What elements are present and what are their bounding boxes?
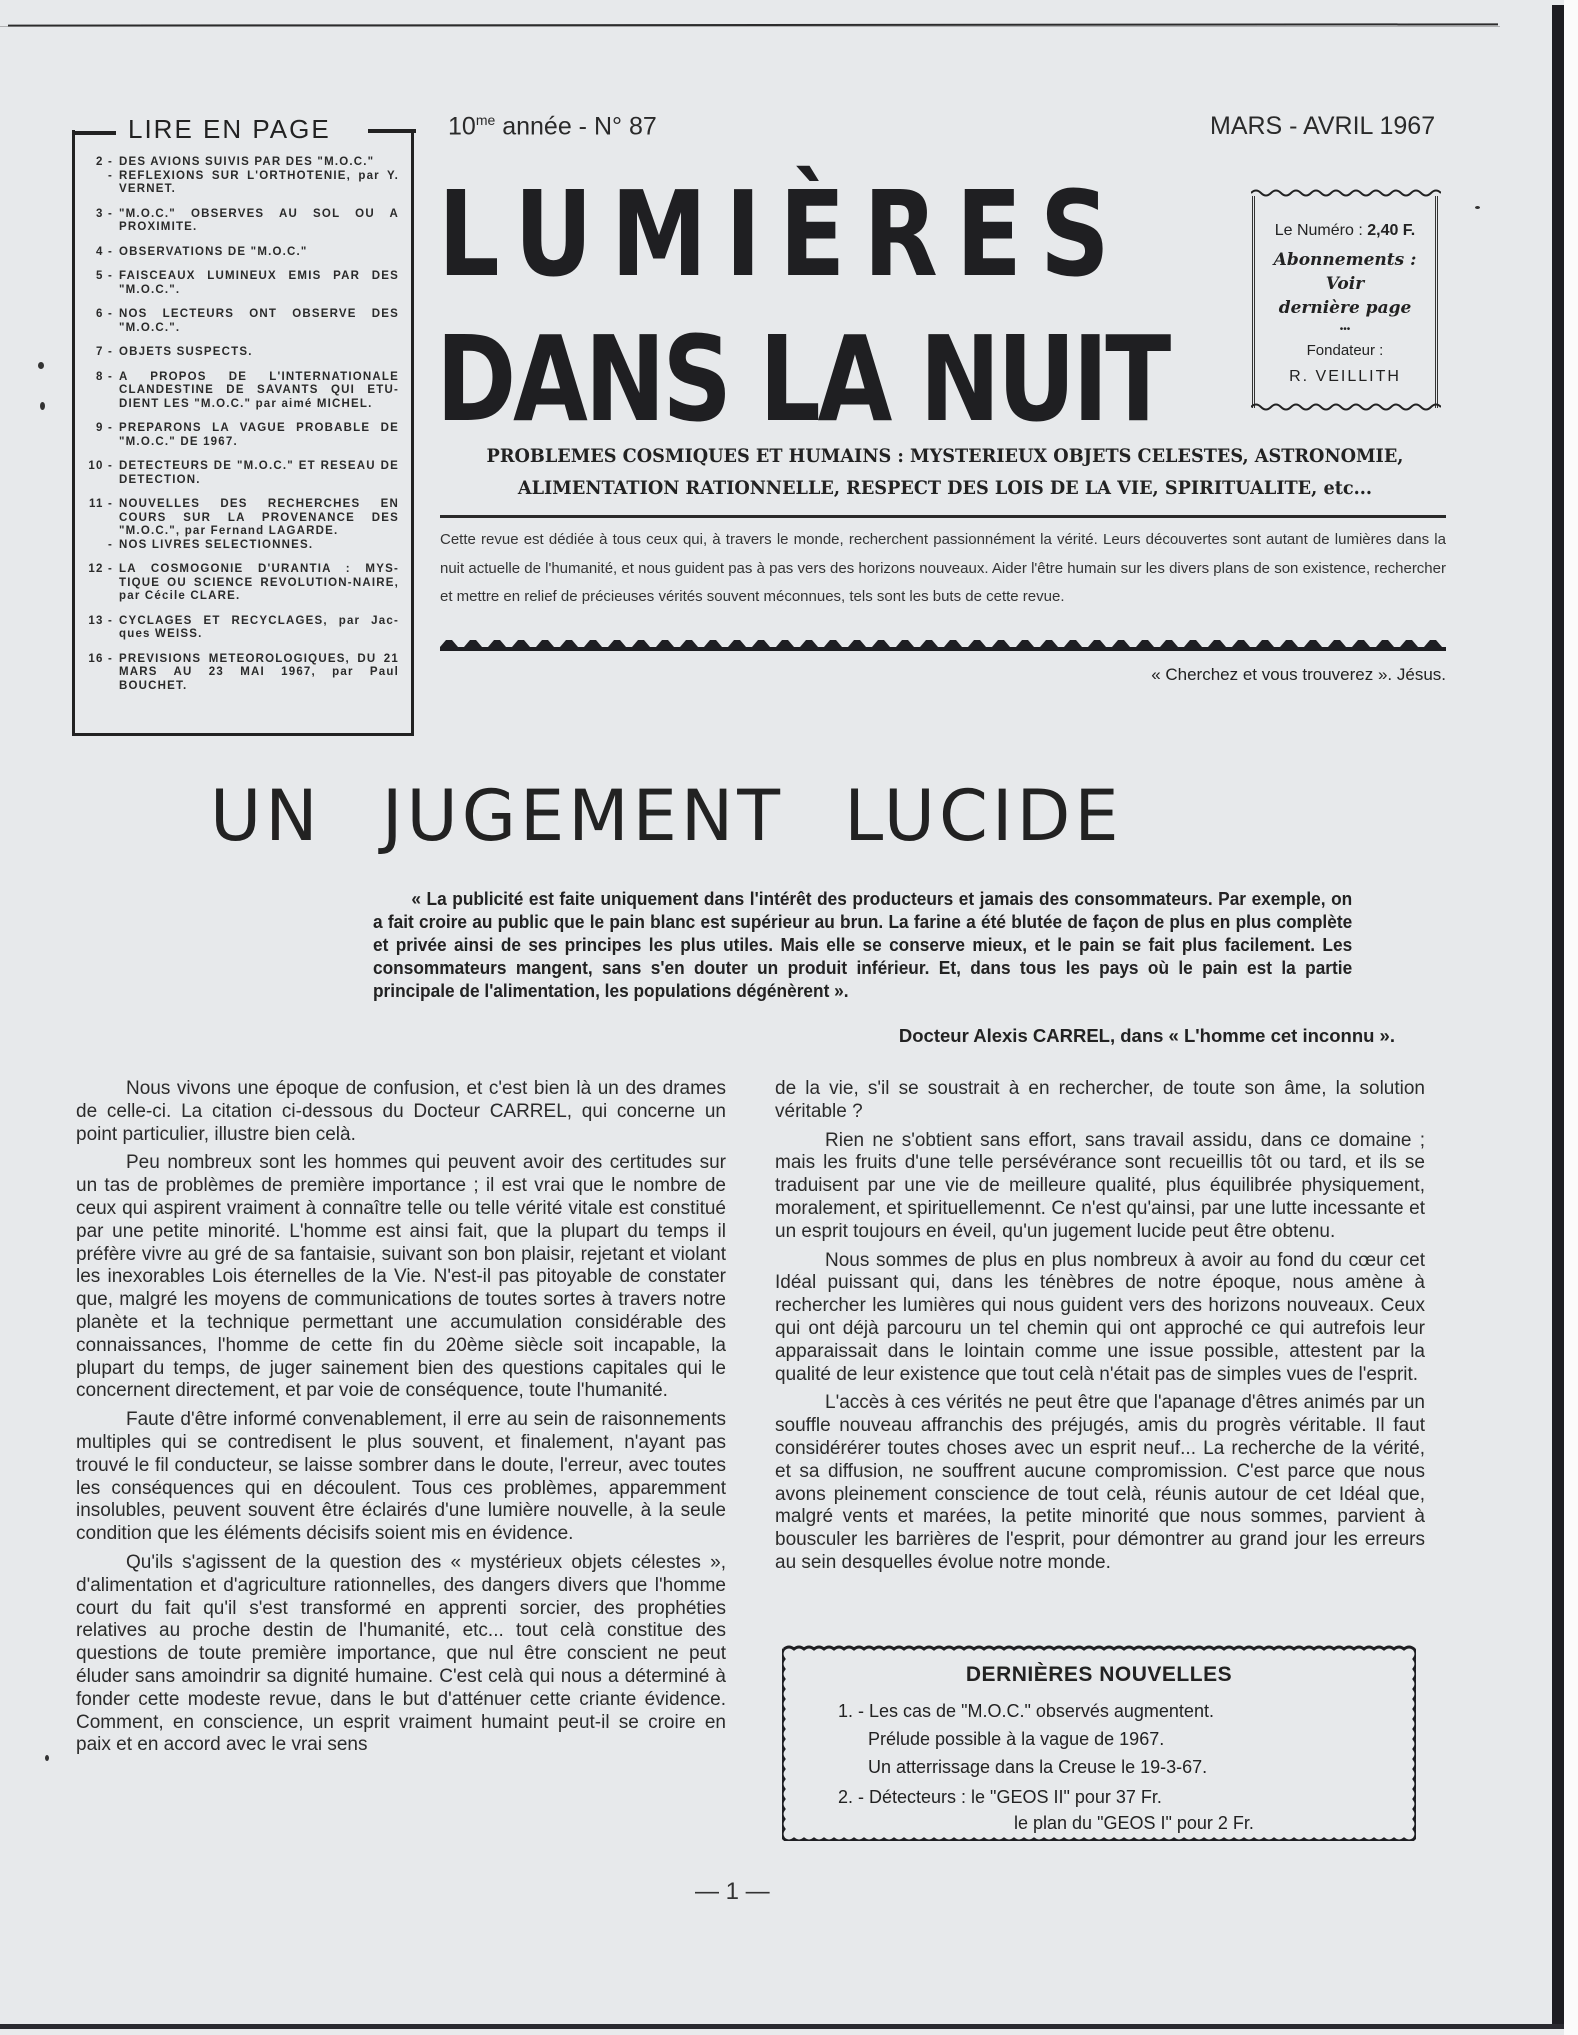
price-label: Le Numéro : <box>1274 222 1368 239</box>
article-paragraph: Rien ne s'obtient sans effort, sans travail assidu, dans ce domaine ; mais les fruits d'une telle persévérance sont recueillis tôt ou tard, et ils se traduisent par une vie de meilleure qualité, plus équilibrée physiquement, moralement, et spirituellemennt. Ce n'est qu'ainsi, par une lutte incessante et un esprit toujours en éveil, qu'un jugement lucide peut être obtenu. <box>775 1129 1425 1242</box>
toc-entry-text: FAISCEAUX LUMINEUX EMIS PAR DES "M.O.C.". <box>119 270 399 296</box>
toc-list <box>87 156 399 704</box>
scan-speck <box>38 362 44 369</box>
toc-entry-text: A PROPOS DE L'INTERNATIONALE CLANDESTINE DE SAVANTS QUI ETU-DIENT LES "M.O.C." par aimé MICHEL. <box>119 370 399 410</box>
toc-item <box>87 653 399 694</box>
masthead-subtitle <box>475 440 1414 504</box>
toc-entry-text: LA COSMOGONIE D'URANTIA : MYS-TIQUE OU SCIENCE REVOLUTION-NAIRE, par Cécile CLARE. <box>119 563 399 602</box>
article-paragraph: L'accès à ces vérités ne peut être que l'apanage d'êtres animés par un souffle nouveau affranchis des préjugés, amis du progrès véritable. Il faut considérérer toutes choses avec un esprit neuf... La recherche de la vérité, et sa diffusion, ne souffrent aucune compromission. C'est parce que nous avons pleinement conscience de tout celà, réunis autour de cet Idéal que, malgré vents et marées, la petite minorité que nous sommes, parvient à bousculer les barrières de l'esprit, pour démontrer au grand jour les erreurs au sein desquelles évolue notre monde. <box>775 1392 1425 1573</box>
article-column-right <box>775 1078 1425 1581</box>
toc-item <box>87 270 399 297</box>
wave-border-top <box>1251 188 1441 198</box>
toc-entry-text: REFLEXIONS SUR L'ORTHOTENIE, par Y. VERNET. <box>119 169 399 195</box>
subscriptions-last-page: dernière page <box>1278 298 1412 318</box>
epigraph: « Cherchez et vous trouverez ». Jésus. <box>1151 665 1446 684</box>
article-paragraph: Nous vivons une époque de confusion, et c'est bien là un des drames de celle-ci. La citation ci-dessous du Docteur CARREL, qui concerne un point particulier, illustre bien celà. <box>76 1078 726 1145</box>
article-paragraph: Peu nombreux sont les hommes qui peuvent avoir des certitudes sur un tas de problèmes de première importance ; il est vrai que le nombre de ceux qui aspirent vraiment à connaître telle ou telle vérité vitale est constitué par une petite minorité. L'homme est ainsi fait, que la plupart du temps il préfère vivre au gré de sa fantaisie, suivant son bon plaisir, rejetant et violant les inexorables Lois éternelles de la Vie. N'est-il pas pitoyable de constater que, malgré les moyens de communications de toutes sortes à travers notre planète et la technique permettant une accumulation considérable des connaissances, l'homme de cette fin du 20ème siècle soit incapable, la plupart du temps, de juger sainement bien des questions capitales qui le concernent directement, et par voie de conséquence, toute l'humanité. <box>76 1152 726 1402</box>
issue-number <box>448 112 657 141</box>
toc-item <box>87 346 399 360</box>
toc-entry-text: "M.O.C." OBSERVES AU SOL OU A PROXIMITE. <box>119 207 399 233</box>
article-quote: « La publicité est faite uniquement dans l'intérêt des producteurs et jamais des consommateurs. Par exemple, on a fait croire au public que le pain blanc est supérieur au brun. La farine a été blutée de façon de plus en plus complète et privée ainsi de ses principes les plus utiles. Mais elle se conserve mieux, et le pain se fait plus facilement. Les consommateurs mangent, sans s'en douter un produit inférieur. Et, dans tous les pays où le pain est la partie principale de l'alimentation, les populations dégénèrent ». <box>373 889 1353 1001</box>
toc-page-number: 10 - <box>88 460 113 472</box>
issue-label: année - N° 87 <box>495 112 657 141</box>
toc-entry-text: NOUVELLES DES RECHERCHES EN COURS SUR LA PROVENANCE DES "M.O.C.", par Fernand LAGARDE. <box>119 498 399 537</box>
price-value: 2,40 F. <box>1367 222 1416 239</box>
toc-page-number: - <box>107 538 113 551</box>
news-item-1-detail-2: Un atterrissage dans la Creuse le 19-3-67. <box>868 1757 1208 1777</box>
founder-label: Fondateur : <box>1306 342 1384 359</box>
toc-page-number: 16 - <box>88 652 113 665</box>
scan-speck <box>45 1755 49 1761</box>
toc-item <box>87 371 399 412</box>
toc-item <box>87 246 399 260</box>
toc-item <box>87 615 399 642</box>
toc-page-number: 7 - <box>95 346 113 358</box>
top-rule-shadow <box>0 26 1500 27</box>
toc-page-number: 4 - <box>95 245 113 258</box>
toc-page-number: 6 - <box>95 308 113 320</box>
toc-page-number: 12 - <box>88 563 113 575</box>
table-of-contents <box>72 130 414 736</box>
news-item-2-detail: le plan du "GEOS I" pour 2 Fr. <box>1014 1813 1254 1833</box>
issue-year-number: 10 <box>448 112 476 141</box>
subtitle-line1: PROBLEMES COSMIQUES ET HUMAINS : MYSTERIEUX OBJETS CELESTES, ASTRONOMIE, <box>486 445 1404 467</box>
subscriptions-label: Abonnements : <box>1273 250 1417 270</box>
wave-border-bottom <box>1251 402 1441 412</box>
article-paragraph: Nous sommes de plus en plus nombreux à avoir au fond du cœur cet Idéal puissant qui, dans les ténèbres de notre époque, nous amène à rechercher les lumières qui nous guident vers des horizons nouveaux. Ceux qui ont déjà parcouru un tel chemin qui ont approché ce qui autrefois leur apparaissait dans le lointain comme une issue possible, attestent par la qualité de leur existence que tout celà n'était pas de simples vues de l'esprit. <box>775 1249 1425 1385</box>
price-box <box>1252 196 1438 408</box>
toc-page-number: - <box>107 169 113 182</box>
toc-item <box>87 539 399 553</box>
toc-page-number: 9 - <box>95 422 113 434</box>
news-item-1-detail-1: Prélude possible à la vague de 1967. <box>868 1729 1165 1749</box>
toc-item <box>87 156 399 170</box>
toc-item <box>87 422 399 449</box>
toc-item <box>87 308 399 335</box>
toc-entry-text: PREVISIONS METEOROLOGIQUES, DU 21 MARS AU 23 MAI 1967, par Paul BOUCHET. <box>119 652 399 692</box>
scan-speck <box>40 402 45 410</box>
toc-item <box>87 170 399 197</box>
toc-page-number: 2 - <box>95 156 113 168</box>
subscriptions-see: Voir <box>1325 274 1365 294</box>
subtitle-line2: ALIMENTATION RATIONNELLE, RESPECT DES LOIS DE LA VIE, SPIRITUALITE, etc... <box>517 477 1373 499</box>
mission-rule <box>440 515 1446 518</box>
article-paragraph: Qu'ils s'agissent de la question des « mystérieux objets célestes », d'alimentation et d'agriculture rationnelles, des dangers divers que l'homme court du fait qu'il s'est transformé en apprenti sorcier, des prophéties relatives au proche destin de l'humanité, etc... tout celà constitue des questions de toute première importance, que nul être conscient ne peut éluder sans amoindrir sa dignité humaine. C'est celà qui nous a déterminé à fonder cette modeste revue, dans le but d'atténuer cette criante évidence. Comment, en conscience, un esprit vraiment humaint peut-il se croire en paix et en accord avec le vrai sens <box>76 1551 726 1756</box>
masthead-title-line2: DANS LA NUIT <box>436 310 1168 448</box>
scan-edge-shadow <box>1552 5 1564 2025</box>
price-box-separator: ••• <box>1339 324 1351 335</box>
toc-entry-text: PREPARONS LA VAGUE PROBABLE DE "M.O.C." DE 1967. <box>119 422 399 448</box>
latest-news-box <box>782 1645 1416 1841</box>
toc-page-number: 5 - <box>95 270 113 282</box>
toc-page-number: 13 - <box>88 614 113 627</box>
article-paragraph: Faute d'être informé convenablement, il erre au sein de raisonnements multiples qui se contredisent le plus souvent, et finalement, n'ayant pas trouvé le fil conducteur, se laisse sombrer dans le doute, l'erreur, avec toutes les conséquences qui en découlent. Tous ces problèmes, apparemment insolubles, peuvent souvent être éclairés d'une lumière nouvelle, à la seule condition que les éléments décisifs soient mis en évidence. <box>76 1409 726 1545</box>
toc-entry-text: NOS LECTEURS ONT OBSERVE DES "M.O.C.". <box>119 308 399 334</box>
founder-name: R. VEILLITH <box>1289 368 1401 385</box>
toc-item <box>87 460 399 487</box>
toc-page-number: 11 - <box>89 498 113 510</box>
scan-margin <box>1564 0 1578 2035</box>
toc-entry-text: DES AVIONS SUIVIS PAR DES "M.O.C." <box>119 156 375 168</box>
toc-entry-text: CYCLAGES ET RECYCLAGES, par Jac-ques WEISS. <box>119 614 399 640</box>
scan-speck <box>1475 206 1480 209</box>
toc-page-number: 8 - <box>95 370 113 383</box>
mission-statement: Cette revue est dédiée à tous ceux qui, à travers le monde, recherchent passionnément la vérité. Leurs découvertes sont autant de lumières dans la nuit actuelle de l'humanité, et nous guident pas à pas vers des horizons nouveaux. Aider l'être humain sur les divers plans de son existence, rechercher et mettre en relief de précieuses vérités souvent méconnues, tels sont les buts de cette revue. <box>440 531 1446 605</box>
page-number: — 1 — <box>695 1878 770 1905</box>
toc-entry-text: DETECTEURS DE "M.O.C." ET RESEAU DE DETECTION. <box>119 460 399 486</box>
news-item-1: 1. - Les cas de "M.O.C." observés augmentent. <box>838 1701 1214 1721</box>
latest-news-title: DERNIÈRES NOUVELLES <box>965 1663 1233 1686</box>
issue-ordinal-suffix: me <box>475 112 496 128</box>
masthead-title-line1: LUMIÈRES <box>438 165 1128 303</box>
quote-attribution: Docteur Alexis CARREL, dans « L'homme cet inconnu ». <box>898 1025 1395 1046</box>
scan-bottom-edge <box>0 2024 1564 2029</box>
toc-entry-text: OBSERVATIONS DE "M.O.C." <box>119 245 308 258</box>
price-line <box>1255 222 1435 240</box>
toc-item <box>87 563 399 604</box>
toc-item <box>87 498 399 539</box>
article-paragraph: de la vie, s'il se soustrait à en rechercher, de toute son âme, la solution véritable ? <box>775 1078 1425 1122</box>
toc-title: LIRE EN PAGE <box>128 114 331 144</box>
zigzag-divider <box>440 637 1446 651</box>
toc-item <box>87 208 399 235</box>
article-column-left <box>76 1078 726 1763</box>
toc-page-number: 3 - <box>95 207 113 220</box>
issue-date: MARS - AVRIL 1967 <box>1210 112 1436 140</box>
article-headline: UN JUGEMENT LUCIDE <box>210 775 1123 857</box>
toc-entry-text: OBJETS SUSPECTS. <box>119 346 253 358</box>
toc-entry-text: NOS LIVRES SELECTIONNES. <box>119 538 314 551</box>
news-item-2: 2. - Détecteurs : le "GEOS II" pour 37 Fr. <box>838 1787 1162 1807</box>
